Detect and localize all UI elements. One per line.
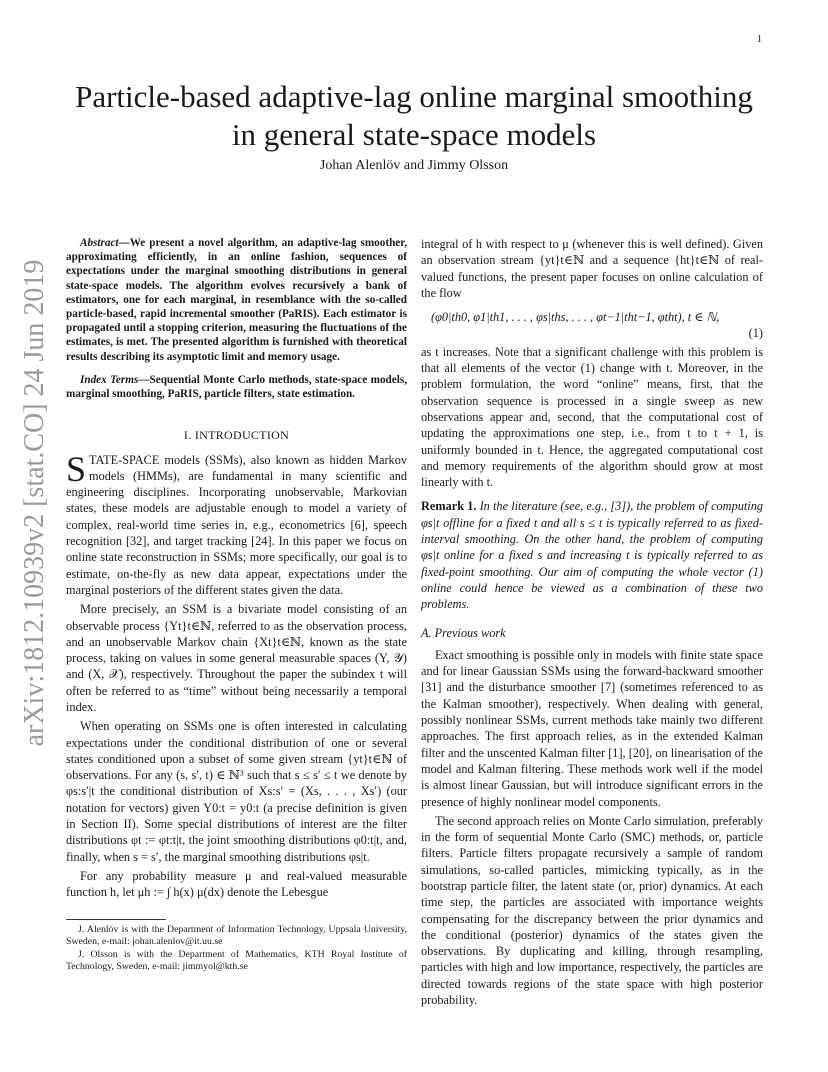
page-number: 1 (757, 34, 762, 45)
footnote-olsson: J. Olsson is with the Department of Mathematics, KTH Royal Institute of Technology, Sweden, e-mail: jimmyol@kth.se (66, 948, 407, 972)
index-terms-label: Index Terms (80, 373, 139, 386)
right-paragraph-2: as t increases. Note that a significant challenge with this problem is that all elements of the vector (1) change with t. Moreover, in the problem formulation, the word “online” means, first, that the observation sequence is processed in a single sweep as new observations appear and, second, that the computational cost of updating the approximations one step, i.e., from t to t + 1, is uniformly bounded in t. Hence, the aggregated computational cost and memory requirements of the algorithm should grow at most linearly with t. (421, 344, 763, 490)
footnote-divider (66, 919, 166, 920)
previous-work-paragraph-1: Exact smoothing is possible only in models with finite state space and for linear Gaussian SSMs using the forward-backward smoother [31] and the disturbance smoother [7] (sometimes referenced to as the Kalman smoother), respectively. When dealing with general, possibly nonlinear SSMs, current methods take mainly two different approaches. The first approach relies, as in the extended Kalman filter and the unscented Kalman filter [1], [20], on linearisation of the model and Kalman filtering. These methods work well if the model is almost linear Gaussian, but will introduce significant errors in the presence of highly nonlinear model components. (421, 647, 763, 809)
arxiv-stamp (12, 258, 58, 748)
intro-paragraph-1 (66, 448, 407, 599)
footnote-alenlov: J. Alenlöv is with the Department of Information Technology, Uppsala University, Sweden, e-mail: johan.alenlov@it.uu.se (66, 923, 407, 947)
remark-1-text: In the literature (see, e.g., [3]), the problem of computing φs|t offline for a fixed t and all s ≤ t is typically referred to as fixed-interval smoothing. On the other hand, the problem of computing φs|t online for a fixed s and increasing t is typically referred to as fixed-point smoothing. Our aim of computing the whole vector (1) online could hence be viewed as a combination of these two problems. (421, 499, 763, 612)
equation-1-body: (φ0|th0, φ1|th1, . . . , φs|ths, . . . , φt−1|tht−1, φtht), t ∈ ℕ, (431, 310, 720, 325)
arxiv-stamp-text: arXiv:1812.10939v2 [stat.CO] 24 Jun 2019 (19, 259, 50, 747)
abstract-label: Abstract (80, 237, 119, 249)
equation-1-number: (1) (748, 326, 763, 341)
subsection-heading-previous-work: A. Previous work (421, 625, 506, 640)
abstract (66, 236, 407, 364)
index-terms (66, 373, 407, 401)
intro-paragraph-3: When operating on SSMs one is often interested in calculating expectations under the conditional distribution of one or several states conditioned upon a subset of some given stream {yt}t∈ℕ of observations. For any (s, s′, t) ∈ ℕ³ such that s ≤ s′ ≤ t we denote by φs:s′|t the conditional distribution of Xs:s′ = (Xs, . . . , Xs′) (our notation for vectors) given Y0:t = y0:t (a precise definition is given in Section II). Some special distributions of interest are the filter distributions φt := φt:t|t, the joint smoothing distributions φ0:t|t, and, finally, when s = s′, the marginal smoothing distributions φs|t. (66, 719, 407, 864)
previous-work-paragraph-2: The second approach relies on Monte Carlo simulation, preferably in the form of sequential Monte Carlo (SMC) methods, or, particle filters. Particle filters propagate recursively a sample of random simulations, so-called particles, mimicking typically, as in the bootstrap particle filter, the latent state (or, prior) dynamics. At each time step, the particles are associated with importance weights compensating for the discrepancy between the prior dynamics and the conditional (posterior) dynamics of the states given the observations. By duplicating and killing, through resampling, particles with high and low importance, respectively, the particles are directed towards regions of the state space with high posterior probability. (421, 813, 763, 1008)
author-list: Johan Alenlöv and Jimmy Olsson (319, 158, 509, 173)
intro-paragraph-1-text: TATE-SPACE models (SSMs), also known as hidden Markov models (HMMs), are fundamental in many scientific and engineering disciplines. Incorporating unobservable, Markovian states, these models are adjustable enough to model a variety of complex, real-world time series in, e.g., econometrics [6], speech recognition [32], and target tracking [24]. In this paper we focus on online state reconstruction in SSMs; more specifically, our goal is to estimate, on-the-fly as new data appear, expectations under the marginal posteriors of the different states given the data. (66, 452, 407, 597)
intro-paragraph-4: For any probability measure μ and real-valued measurable function h, let μh := ∫ h(x) μ(dx) denote the Lebesgue (66, 868, 407, 900)
remark-1-label: Remark 1. (421, 499, 477, 514)
abstract-text: —We present a novel algorithm, an adaptive-lag smoother, approximating efficiently, in an online fashion, sequences of expectations under the marginal smoothing distributions in general state-space models. The algorithm evolves recursively a bank of estimators, one for each marginal, in resemblance with the so-called particle-based, rapid incremental smoother (PaRIS). Each estimator is propagated until a stopping criterion, measuring the fluctuations of the estimates, is met. The presented algorithm is furnished with theoretical results describing its asymptotic limit and memory usage. (66, 237, 407, 363)
paper-title: Particle-based adaptive-lag online marginal smoothing in general state-space models (75, 79, 753, 152)
right-paragraph-1: integral of h with respect to μ (whenever this is well defined). Given an observation stream {yt}t∈ℕ and a sequence {ht}t∈ℕ of real-valued functions, the present paper focuses on online calculation of the flow (421, 237, 763, 300)
index-terms-text: —Sequential Monte Carlo methods, state-space models, marginal smoothing, PaRIS, particle filters, state estimation. (66, 373, 407, 401)
drop-cap: S (66, 448, 87, 489)
equation-1 (421, 309, 763, 342)
remark-1 (421, 498, 763, 612)
intro-paragraph-2: More precisely, an SSM is a bivariate model consisting of an observable process {Yt}t∈ℕ, referred to as the observation process, and an unobservable Markov chain {Xt}t∈ℕ, known as the state process, taking on values in some general measurable spaces (Y, 𝒴) and (X, 𝒳), respectively. Throughout the paper the subindex t will often be referred to as “time” without being necessarily a temporal index. (66, 602, 407, 714)
right-column (421, 236, 763, 1011)
section-heading-introduction: I. INTRODUCTION (183, 428, 290, 443)
left-column (66, 236, 407, 974)
